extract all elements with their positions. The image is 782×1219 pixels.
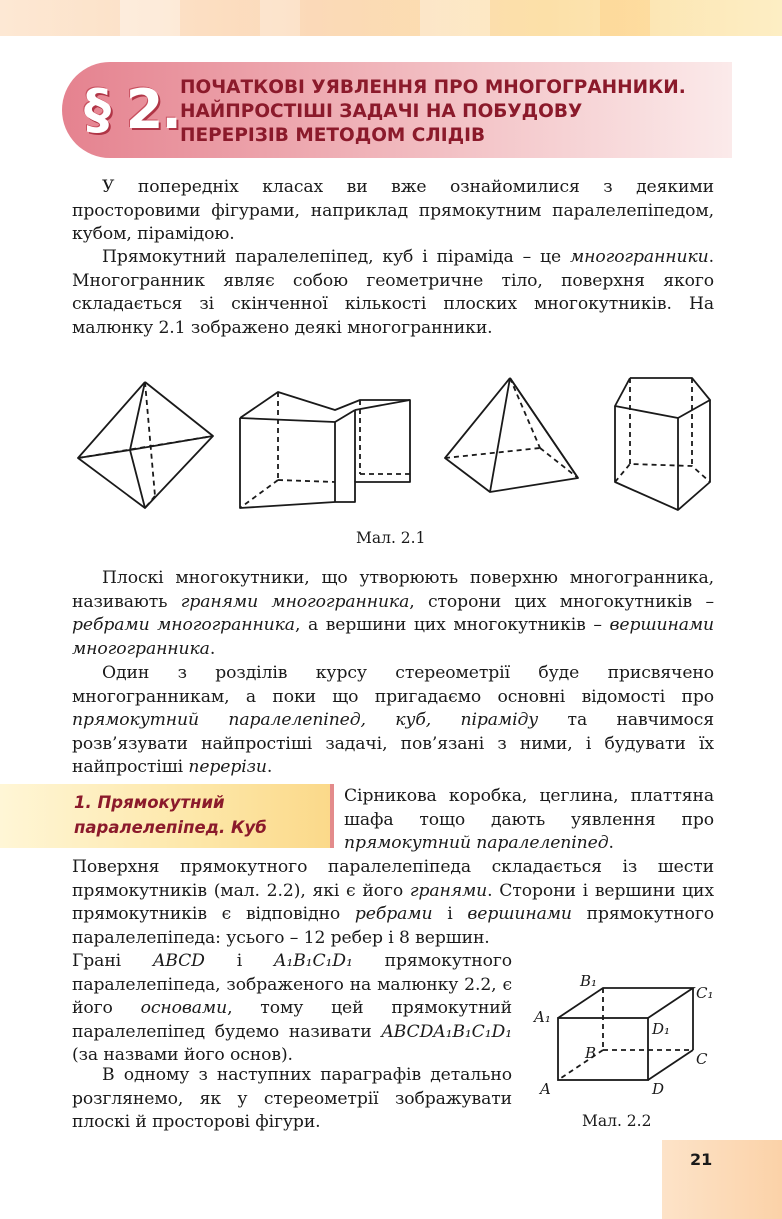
- subsection-heading-line-1: 1. Прямокутний: [74, 793, 225, 812]
- label-a: A: [540, 1080, 551, 1098]
- section-number: § 2.: [84, 78, 180, 141]
- label-d1: D₁: [652, 1020, 671, 1038]
- term-bases: основами: [140, 998, 228, 1019]
- figure-2-1-polyhedra: [70, 370, 720, 520]
- subsection-heading-line-2: паралелепіпед. Куб: [74, 818, 267, 837]
- paragraph-next-chapters: В одному з наступних параграфів детально розглянемо, як у стереометрії зображувати плоскі й просторові фігури.: [72, 1065, 512, 1133]
- label-c1: C₁: [696, 984, 714, 1002]
- paragraph-polyhedra-definition: Прямокутний паралелепіпед, куб і піраміда – це многогранники. Многогранник являє собою геометричне тіло, поверхня якого складається зі скінченної кількості плоских многокутників. На малюнку 2.1 зображено деякі многогранники.: [72, 247, 714, 338]
- figure-2-2-parallelepiped: [530, 966, 730, 1101]
- section-title-line-3: ПЕРЕРІЗІВ МЕТОДОМ СЛІДІВ: [180, 125, 486, 146]
- section-title-line-2: НАЙПРОСТІШІ ЗАДАЧІ НА ПОБУДОВУ: [180, 101, 583, 122]
- l-prism-shape: [240, 392, 410, 508]
- term-edges: ребрами многогранника: [72, 615, 295, 636]
- page-corner-decoration: [662, 1140, 782, 1219]
- term-vertices: вершинами многогранника: [72, 615, 714, 659]
- term-sections: перерізи: [188, 757, 267, 778]
- label-c: C: [696, 1050, 708, 1068]
- top-decorative-bar: [0, 0, 782, 36]
- octahedron-shape: [78, 382, 213, 508]
- page-number: 21: [690, 1150, 713, 1169]
- term-rectangular-parallelepiped: прямокутний паралелепіпед: [344, 833, 609, 854]
- term-vertices-2: вершинами: [467, 904, 572, 925]
- subsection-heading: [74, 790, 324, 840]
- term-faces-2: гранями: [409, 880, 488, 901]
- paragraph-faces-edges-vertices: Плоскі многокутники, що утворюють поверхню многогранника, називають гранями многогранника, сторони цих многокутників – ребрами многогранника, а вершини цих многокутників – вершинами многогранника.: [72, 568, 715, 659]
- label-a1: A₁: [534, 1008, 551, 1026]
- paragraph-intro: У попередніх класах ви вже ознайомилися з деякими просторовими фігурами, наприклад прямокутним паралелепіпедом, кубом, пірамідою.: [72, 177, 714, 245]
- figure-2-1-caption: Мал. 2.1: [356, 529, 426, 547]
- paragraph-bases: Грані ABCD і A₁B₁C₁D₁ прямокутного паралелепіпеда, зображеного на малюнку 2.2, є його основами, тому цей прямокутний паралелепіпед будемо називати ABCDA₁B₁C₁D₁ (за назвами його основ).: [72, 951, 513, 1066]
- section-title-line-1: ПОЧАТКОВІ УЯВЛЕННЯ ПРО МНОГОГРАННИКИ.: [180, 77, 686, 98]
- paragraph-parallelepiped-surface: Поверхня прямокутного паралелепіпеда складається із шести прямокутників (мал. 2.2), які є його гранями. Сторони і вершини цих прямокутників є відповідно ребрами і вершинами прямокутного паралелепіпеда: усього – 12 ребер і 8 вершин.: [72, 857, 714, 948]
- term-faces: гранями многогранника: [180, 591, 410, 612]
- label-b1: B₁: [580, 972, 598, 990]
- pyramid-shape: [445, 378, 578, 492]
- label-b: B: [585, 1044, 597, 1062]
- label-d: D: [652, 1080, 665, 1098]
- pentagonal-prism-shape: [615, 378, 710, 510]
- section-title: [180, 76, 720, 148]
- term-polyhedra: многогранники: [569, 247, 709, 267]
- paragraph-everyday-examples: Сірникова коробка, цеглина, платтяна шафа тощо дають уявлення про прямокутний паралелепіпед.: [344, 786, 714, 854]
- paragraph-stereometry-course: Один з розділів курсу стереометрії буде присвячено многогранникам, а поки що пригадаємо основні відомості про прямокутний паралелепіпед, куб, піраміду та навчимося розв’язувати найпростіші задачі, пов’язані з ними, і будувати їх найпростіші перерізи.: [72, 663, 714, 778]
- term-shapes-list: прямокутний паралелепіпед, куб, піраміду: [72, 710, 539, 731]
- figure-2-2-caption: Мал. 2.2: [582, 1112, 652, 1130]
- term-edges-2: ребрами: [354, 904, 433, 925]
